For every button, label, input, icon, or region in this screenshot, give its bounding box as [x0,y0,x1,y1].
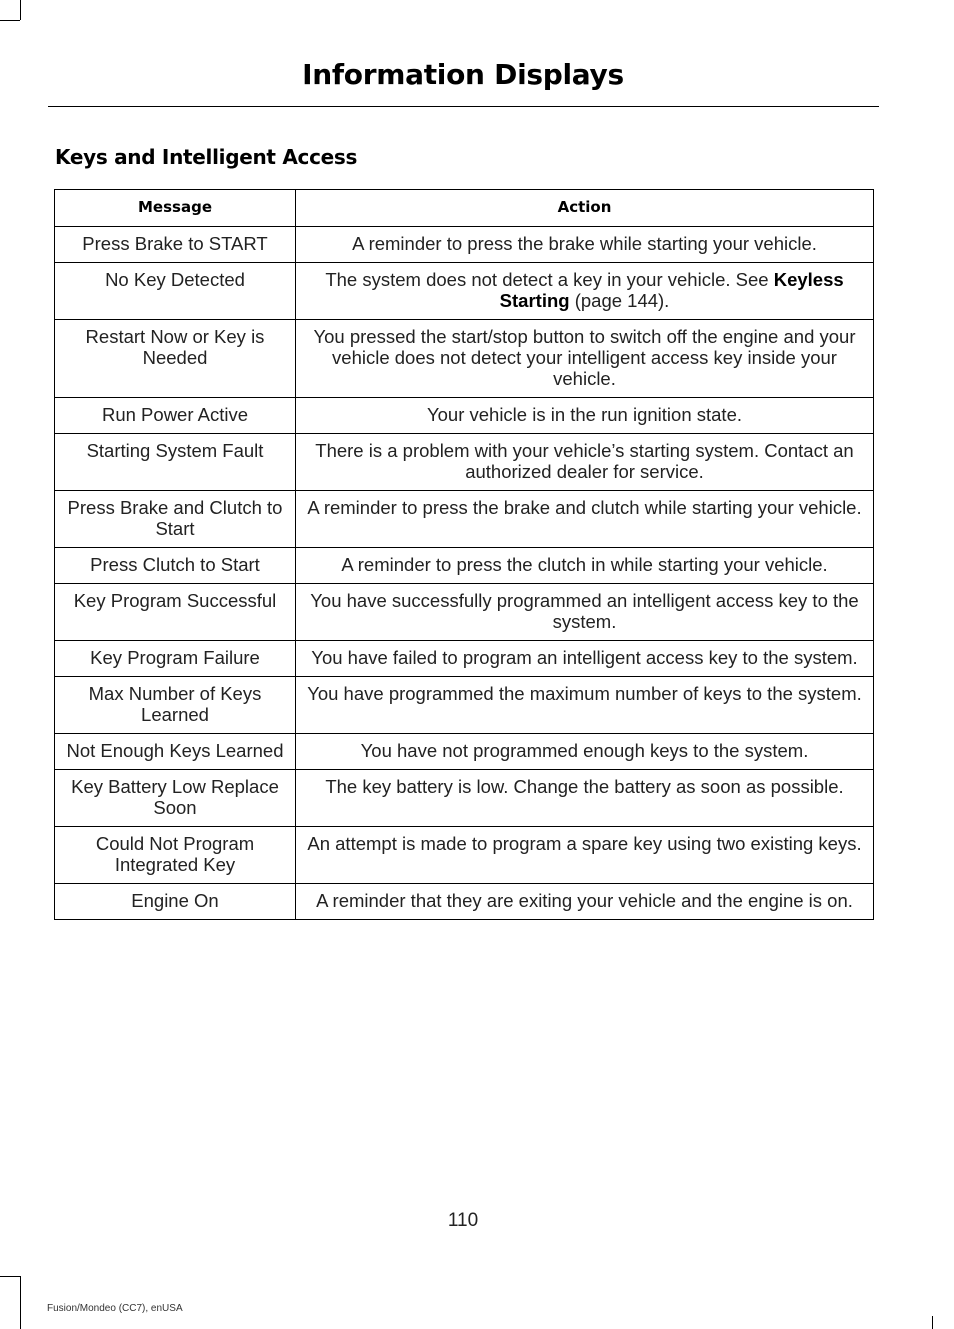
message-cell: Could Not Program Integrated Key [55,827,296,884]
section-heading: Keys and Intelligent Access [55,145,358,169]
title-divider [48,106,879,107]
action-cell: You pressed the start/stop button to switch off the engine and your vehicle does not detect your intelligent access key inside your vehicle. [296,320,874,398]
message-cell: Press Brake to START [55,227,296,263]
table-row [55,641,874,677]
table-row [55,263,874,320]
page-title: Information Displays [302,58,624,91]
message-cell: Key Battery Low Replace Soon [55,770,296,827]
action-text: The system does not detect a key in your vehicle. See [325,269,774,290]
message-cell: Press Clutch to Start [55,548,296,584]
action-page-ref: (page 144). [569,290,670,311]
action-cell: An attempt is made to program a spare key using two existing keys. [296,827,874,884]
table-row [55,884,874,920]
table-row [55,734,874,770]
action-cell: A reminder to press the brake while starting your vehicle. [296,227,874,263]
message-cell: Key Program Successful [55,584,296,641]
message-cell: No Key Detected [55,263,296,320]
table-row [55,677,874,734]
action-cell: A reminder that they are exiting your vehicle and the engine is on. [296,884,874,920]
action-cell: You have failed to program an intelligent access key to the system. [296,641,874,677]
page-number: 110 [447,1210,479,1231]
column-header-message: Message [55,190,296,227]
crop-mark [20,1276,21,1329]
action-cell: You have not programmed enough keys to the system. [296,734,874,770]
action-cell: There is a problem with your vehicle’s starting system. Contact an authorized dealer for service. [296,434,874,491]
action-cell: A reminder to press the brake and clutch while starting your vehicle. [296,491,874,548]
table-row [55,827,874,884]
action-cell: You have programmed the maximum number of keys to the system. [296,677,874,734]
keyless-starting-link[interactable]: Keyless Starting [499,269,844,311]
crop-mark [20,0,21,20]
message-cell: Restart Now or Key is Needed [55,320,296,398]
table-row [55,398,874,434]
document-identifier: Fusion/Mondeo (CC7), enUSA [47,1303,183,1314]
crop-mark [0,1276,20,1277]
action-cell: Your vehicle is in the run ignition state. [296,398,874,434]
crop-mark [0,20,20,21]
action-cell: The key battery is low. Change the battery as soon as possible. [296,770,874,827]
message-cell: Not Enough Keys Learned [55,734,296,770]
table-row [55,548,874,584]
message-cell: Max Number of Keys Learned [55,677,296,734]
action-cell [296,263,874,320]
message-cell: Press Brake and Clutch to Start [55,491,296,548]
action-cell: You have successfully programmed an intelligent access key to the system. [296,584,874,641]
table-row [55,491,874,548]
table-row [55,227,874,263]
message-cell: Engine On [55,884,296,920]
messages-table [54,189,874,920]
table-row [55,584,874,641]
table-row [55,434,874,491]
action-cell: A reminder to press the clutch in while starting your vehicle. [296,548,874,584]
table-row [55,770,874,827]
column-header-action: Action [296,190,874,227]
message-cell: Key Program Failure [55,641,296,677]
crop-mark [932,1316,933,1329]
message-cell: Run Power Active [55,398,296,434]
table-row [55,320,874,398]
message-cell: Starting System Fault [55,434,296,491]
table-header-row [55,190,874,227]
